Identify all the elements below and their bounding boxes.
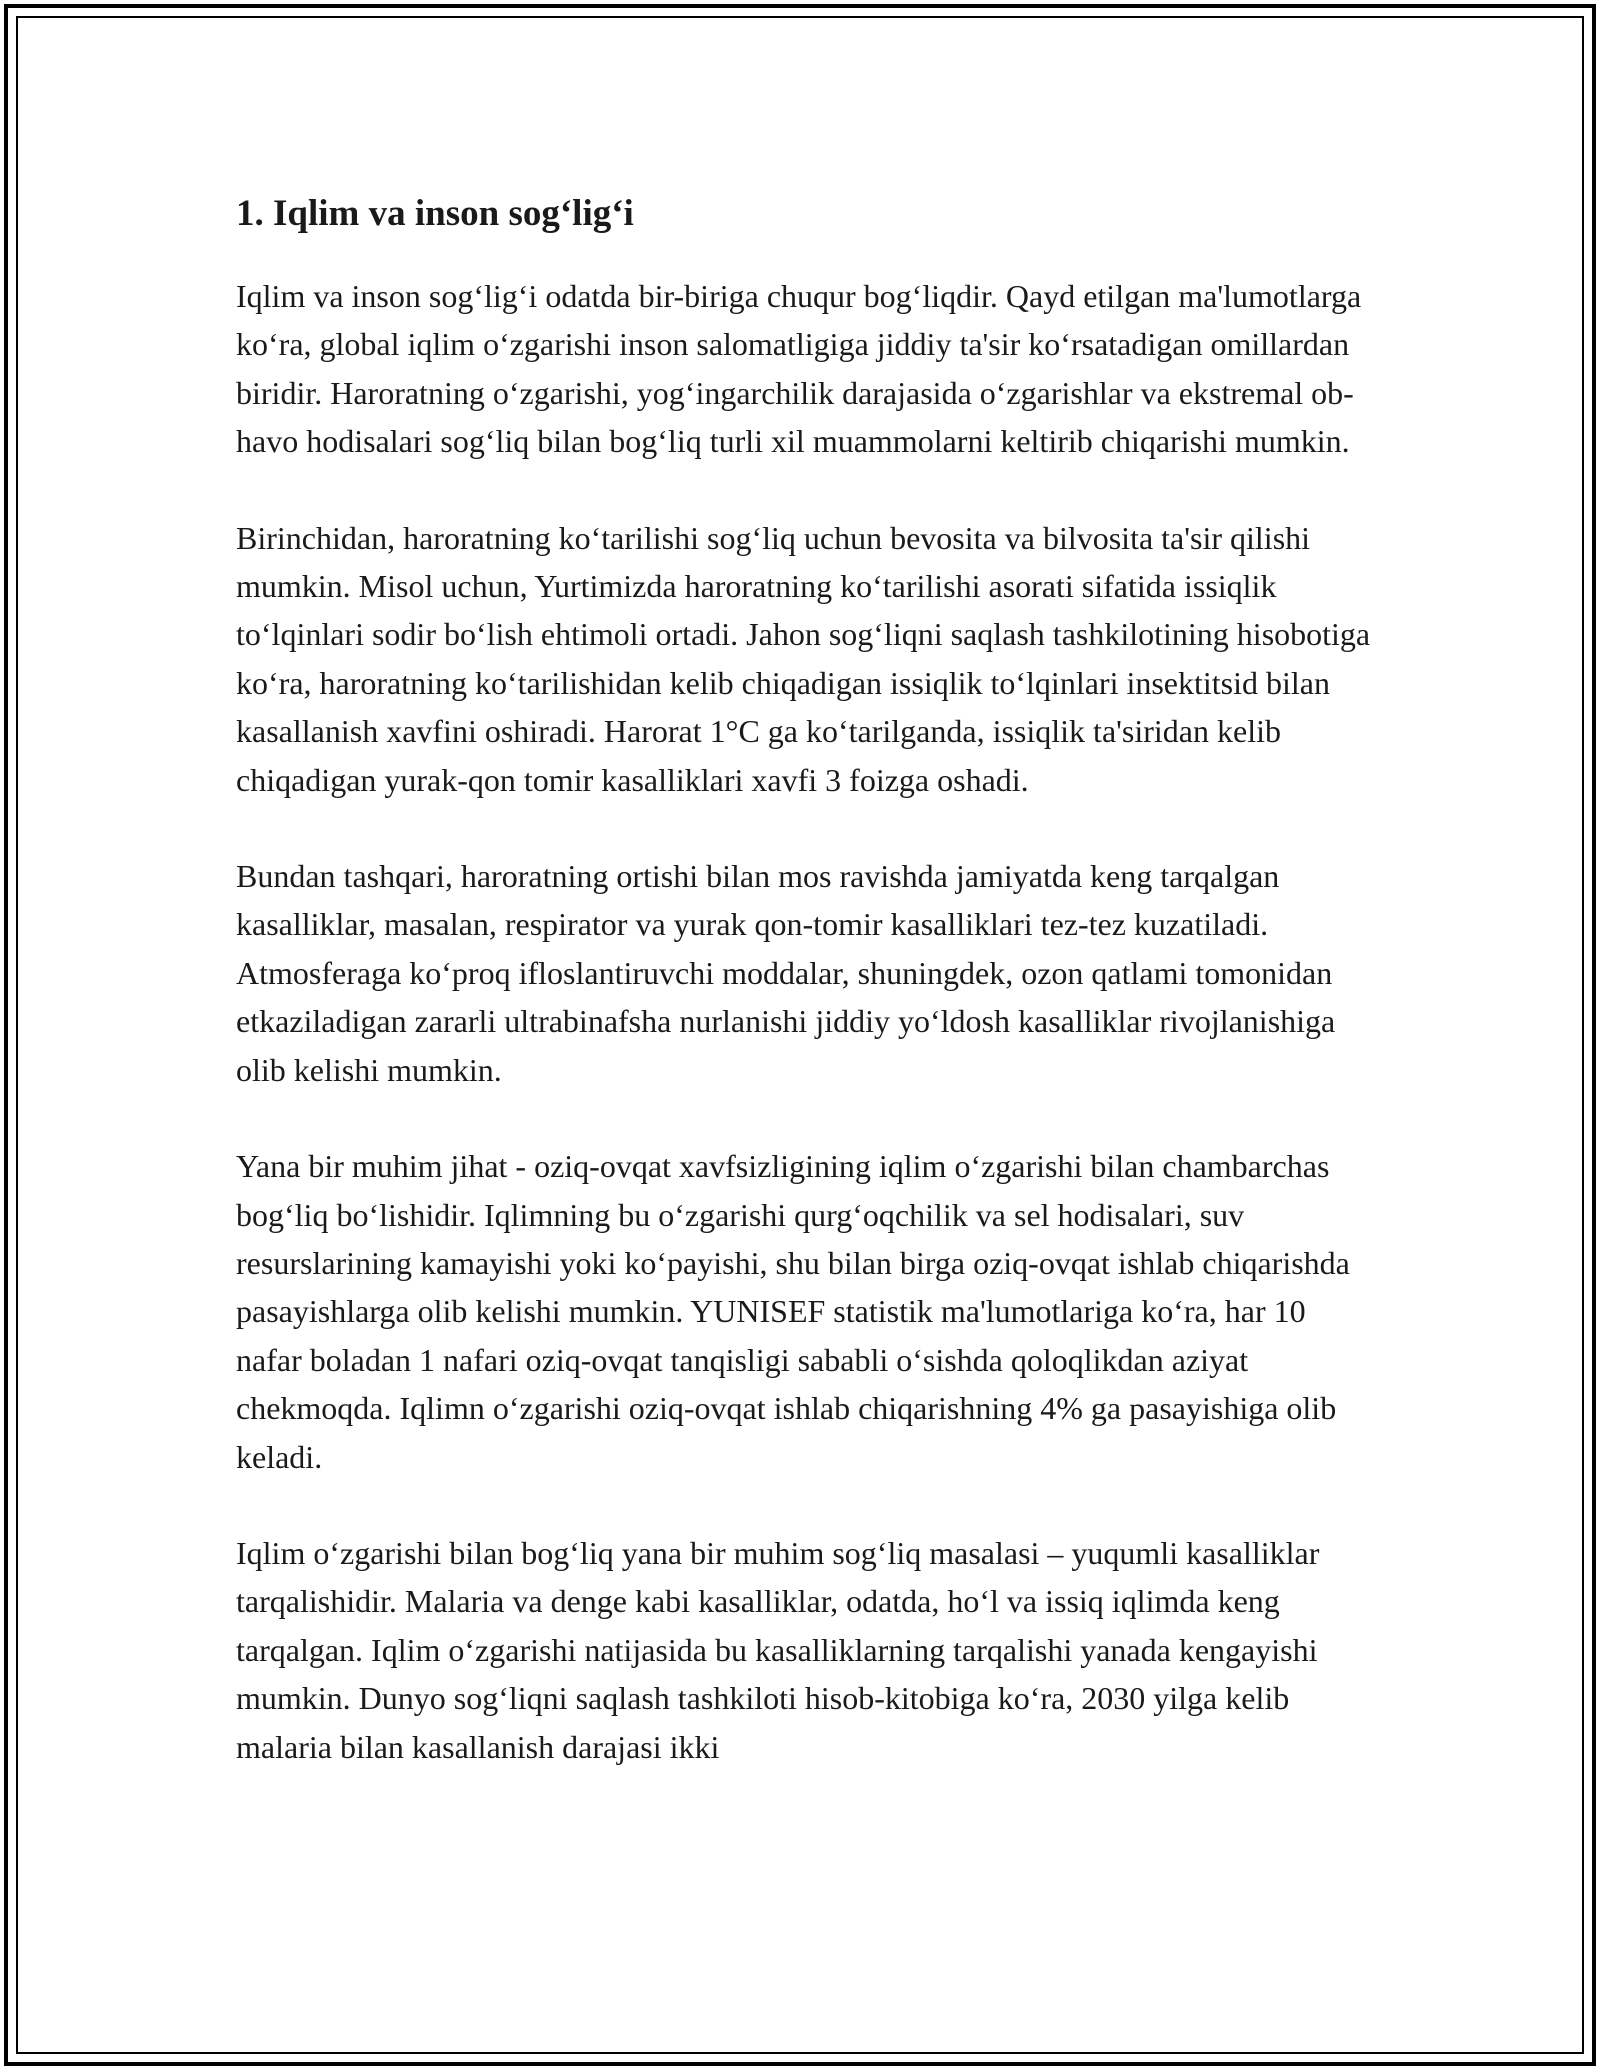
paragraph-1: Iqlim va inson sog‘lig‘i odatda bir-biriga chuqur bog‘liqdir. Qayd etilgan ma'lumotlarga ko‘ra, global iqlim o‘zgarishi inson salomatligiga jiddiy ta'sir ko‘rsatadigan omillardan biridir. Haroratning o‘zgarishi, yog‘ingarchilik darajasida o‘zgarishlar va ekstremal ob-havo hodisalari sog‘liq bilan bog‘liq turli xil muammolarni keltirib chiqarishi mumkin. [236,278,1362,460]
paragraph-3: Bundan tashqari, haroratning ortishi bilan mos ravishda jamiyatda keng tarqalgan kasalliklar, masalan, respirator va yurak qon-tomir kasalliklari tez-tez kuzatiladi. Atmosferaga ko‘proq ifloslantiruvchi moddalar, shuningdek, ozon qatlami tomonidan etkaziladigan zararli ultrabinafsha nurlanishi jiddiy yo‘ldosh kasalliklar rivojlanishiga olib kelishi mumkin. [236,858,1336,1088]
section-heading: 1. Iqlim va inson sog‘lig‘i [236,193,634,234]
paragraph-2: Birinchidan, haroratning ko‘tarilishi sog‘liq uchun bevosita va bilvosita ta'sir qilishi mumkin. Misol uchun, Yurtimizda haroratning ko‘tarilishi asorati sifatida issiqlik to‘lqinlari sodir bo‘lish ehtimoli ortadi. Jahon sog‘liqni saqlash tashkilotining hisobotiga ko‘ra, haroratning ko‘tarilishidan kelib chiqadigan issiqlik to‘lqinlari insektitsid bilan kasallanish xavfini oshiradi. Harorat 1°C ga ko‘tarilganda, issiqlik ta'siridan kelib chiqadigan yurak-qon tomir kasalliklari xavfi 3 foizga oshadi. [236,519,1371,798]
document-body [236,188,1376,1819]
paragraph-5: Iqlim o‘zgarishi bilan bog‘liq yana bir muhim sog‘liq masalasi – yuqumli kasalliklar tarqalishidir. Malaria va denge kabi kasalliklar, odatda, ho‘l va issiq iqlimda keng tarqalgan. Iqlim o‘zgarishi natijasida bu kasalliklarning tarqalishi yanada kengayishi mumkin. Dunyo sog‘liqni saqlash tashkiloti hisob-kitobiga ko‘ra, 2030 yilga kelib malaria bilan kasallanish darajasi ikki [236,1534,1320,1765]
paragraph-4: Yana bir muhim jihat - oziq-ovqat xavfsizligining iqlim o‘zgarishi bilan chambarchas bog‘liq bo‘lishidir. Iqlimning bu o‘zgarishi qurg‘oqchilik va sel hodisalari, suv resurslarining kamayishi yoki ko‘payishi, shu bilan birga oziq-ovqat ishlab chiqarishda pasayishlarga olib kelishi mumkin. YUNISEF statistik ma'lumotlariga ko‘ra, har 10 nafar boladan 1 nafari oziq-ovqat tanqisligi sababli o‘sishda qoloqlikdan aziyat chekmoqda. Iqlimn o‘zgarishi oziq-ovqat ishlab chiqarishning 4% ga pasayishiga olib keladi. [236,1148,1350,1475]
